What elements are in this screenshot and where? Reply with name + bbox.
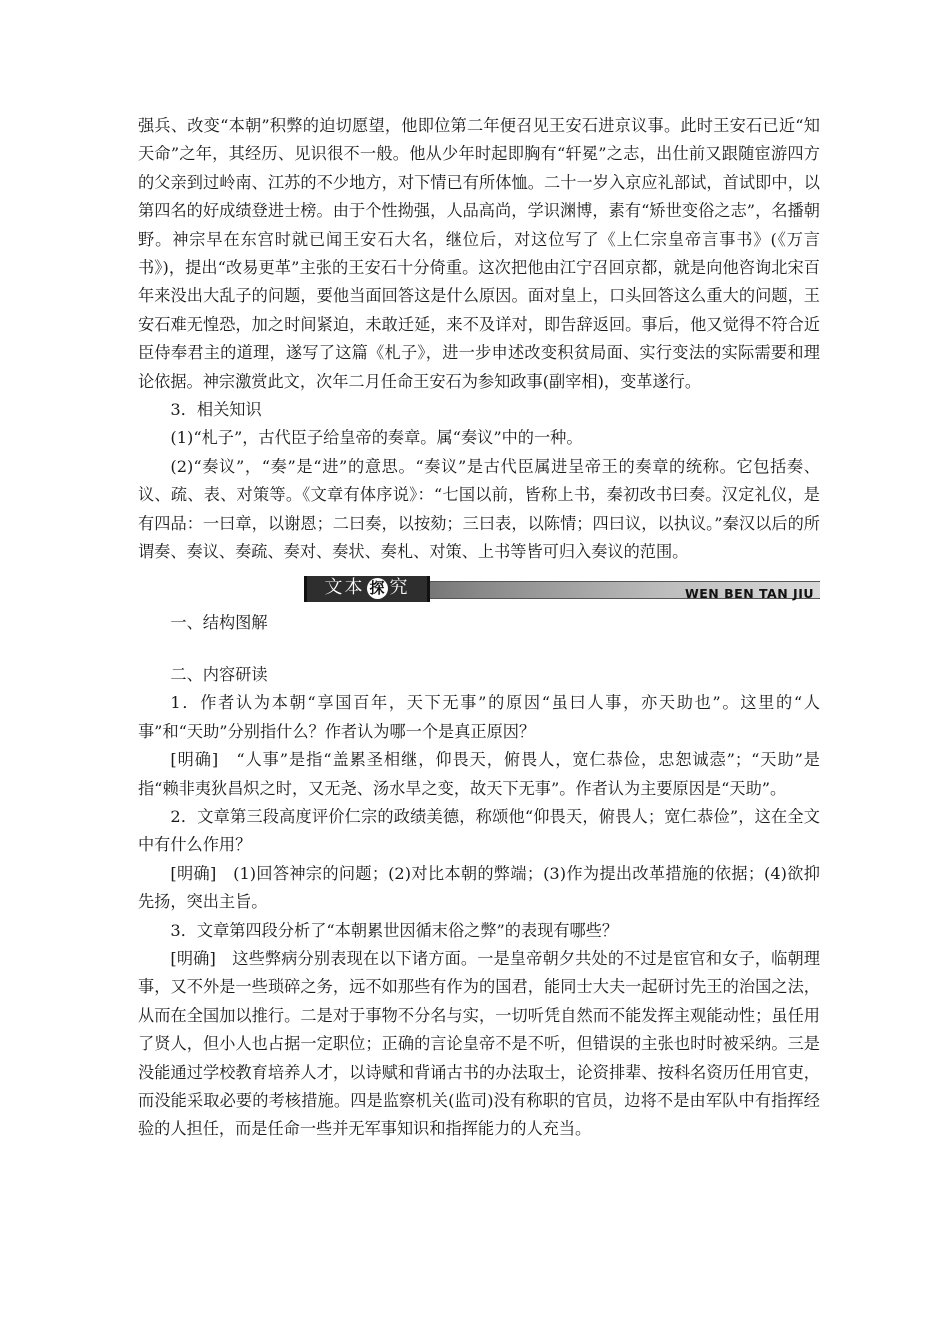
- banner-label-mid: 探: [367, 578, 388, 599]
- document-page: [138, 112, 820, 1144]
- question-1: 1．作者认为本朝“享国百年，天下无事”的原因“虽曰人事，亦天助也”。这里的“人事”和“天助”分别指什么？作者认为哪一个是真正原因？: [138, 693, 820, 741]
- answer-3: [明确] 这些弊病分别表现在以下诸方面。一是皇帝朝夕共处的不过是宦官和女子，临朝理事，又不外是一些琐碎之务，远不如那些有作为的国君，能同士大夫一起研讨先王的治国之法，从而在全国加以推行。二是对于事物不分名与实，一切听凭自然而不能发挥主观能动性；虽任用了贤人，但小人也占据一定职位；正确的言论皇帝不是不听，但错误的主张也时时被采纳。三是没能通过学校教育培养人才，以诗赋和背诵古书的办法取士，论资排辈、按科名资历任用官吏，而没能采取必要的考核措施。四是监察机关(监司)没有称职的官员，边将不是由军队中有指挥经验的人担任，而是任命一些并无军事知识和指挥能力的人充当。: [138, 948, 820, 1139]
- section1-heading: 一、结构图解: [170, 612, 268, 632]
- question-2: 2．文章第三段高度评价仁宗的政绩美德，称颂他“仰畏天，俯畏人；宽仁恭俭”，这在全文中有什么作用？: [138, 806, 820, 855]
- diagram-space: [138, 637, 820, 661]
- banner-label-left: 文本: [324, 577, 365, 599]
- section2-heading: 二、内容研读: [170, 664, 268, 684]
- knowledge-item-2: (2)“奏议”，“奏”是“进”的意思。“奏议”是古代臣属进呈帝王的奏章的统称。它包括奏、议、疏、表、对策等。《文章有体序说》：“七国以前，皆称上书，秦初改书曰奏。汉定礼仪，是有四品：一曰章，以谢恩；二曰奏，以按劾；三曰表，以陈情；四曰议，以执议。”秦汉以后的所谓奏、奏议、奏疏、奏对、奏状、奏札、对策、上书等皆可归入奏议的范围。: [138, 456, 820, 562]
- banner-label-right: 究: [389, 577, 410, 599]
- knowledge-item-1: (1)“札子”，古代臣子给皇帝的奏章。属“奏议”中的一种。: [170, 428, 583, 448]
- section-banner: [138, 576, 820, 602]
- intro-paragraph: 强兵、改变“本朝”积弊的迫切愿望，他即位第二年便召见王安石进京议事。此时王安石已近“知天命”之年，其经历、见识很不一般。他从少年时起即胸有“轩冕”之志，出仕前又跟随宦游四方的父亲到过岭南、江苏的不少地方，对下情已有所体恤。二十一岁入京应礼部试，首试即中，以第四名的好成绩登进士榜。由于个性拗强，人品高尚，学识渊博，素有“矫世变俗之志”，名播朝野。神宗早在东宫时就已闻王安石大名，继位后，对这位写了《上仁宗皇帝言事书》(《万言书》)，提出“改易更革”主张的王安石十分倚重。这次把他由江宁召回京都，就是向他咨询北宋百年来没出大乱子的问题，要他当面回答这是什么原因。面对皇上，口头回答这么重大的问题，王安石难无惶恐，加之时间紧迫，未敢迁延，来不及详对，即告辞返回。事后，他又觉得不符合近臣侍奉君主的道理，遂写了这篇《札子》，进一步申述改变积贫局面、实行变法的实际需要和理论依据。神宗激赏此文，次年二月任命王安石为参知政事(副宰相)，变革遂行。: [138, 116, 820, 391]
- knowledge-heading: 3．相关知识: [170, 400, 262, 420]
- banner-label: [304, 576, 430, 602]
- question-3: 3．文章第四段分析了“本朝累世因循末俗之弊”的表现有哪些？: [170, 920, 619, 940]
- answer-2: [明确] (1)回答神宗的问题；(2)对比本朝的弊端；(3)作为提出改革措施的依据；(4)欲抑先扬，突出主旨。: [138, 863, 820, 912]
- answer-1: [明确] “人事”是指“盖累圣相继，仰畏天，俯畏人，宽仁恭俭，忠恕诚悫”；“天助”是指“赖非夷狄昌炽之时，又无尧、汤水旱之变，故天下无事”。作者认为主要原因是“天助”。: [138, 750, 820, 798]
- banner-english: WEN BEN TAN JIU: [684, 585, 814, 601]
